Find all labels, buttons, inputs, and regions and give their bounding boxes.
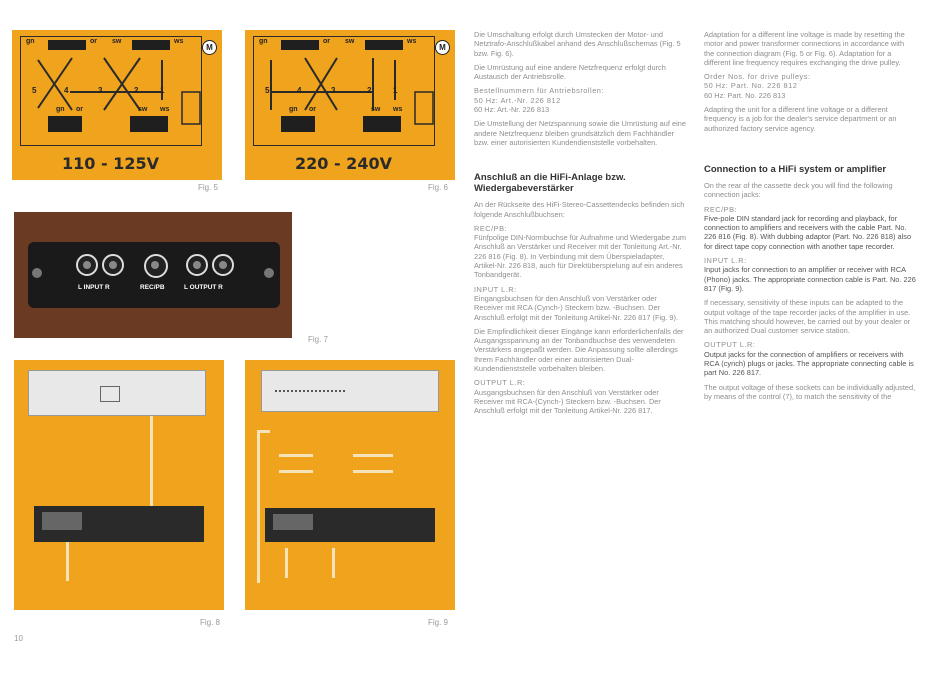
wire-label-or: or [90,38,97,45]
output-label: OUTPUT L.R: [474,378,526,388]
order-line: 60 Hz: Art.-Nr. 226 813 [474,105,550,115]
order-title: Bestellnummern für Antriebsrollen: [474,86,604,96]
paragraph: Eingangsbuchsen für den Anschluß von Verstärker oder Receiver mit RCA (Cynch-) Steckern bzw. -Buchsen. Der Anschluß erfolgt mit der Tonleitung Artikel-Nr. 226 817 (Fig. 9). [474,293,679,322]
fig9-rca-connection-photo [245,360,455,610]
wire-label-or: or [309,106,316,113]
order-line: 50 Hz: Part. No. 226 812 [704,81,798,91]
paragraph: Die Empfindlichkeit dieser Eingänge kann erforderlichenfalls der Ausgangsspannung an der Tonbandbuchse des verwendeten Verstärkers angepaßt werden. Die Anpassung sollte allerdings Ihrem Fachhändler oder einer autorisierten Dual-Kundendienststelle vorbehalten bleiben. [474,326,684,374]
voltage-label: 110 - 125V [62,154,159,173]
fig8-recpb-connection-photo [14,360,224,610]
screw-icon [32,268,42,278]
wire-label-ws: ws [174,38,184,45]
rca-plugs [285,548,335,578]
fig6-wiring-diagram [245,30,455,180]
wire-label-gn: gn [259,38,268,45]
output-jack-right [212,254,234,276]
fig5-caption: Fig. 5 [198,183,219,192]
paragraph: The output voltage of these sockets can be individually adjusted, by means of the control (7), to match the sensitivity of the [704,382,916,401]
order-title: Order Nos. for drive pulleys: [704,72,811,82]
wire-label-or: or [323,38,330,45]
terminal-3: 3 [98,86,103,95]
terminal-2: 2 [367,86,372,95]
paragraph: Adapting the unit for a different line voltage or a different frequency is a job for the dealer's service department or an authorized factory service agency. [704,105,897,133]
terminal-2: 2 [134,86,139,95]
output-jack-label: L OUTPUT R [184,284,223,291]
input-jack-right [102,254,124,276]
fig5-wiring-diagram [12,30,222,180]
recpb-label: REC/PB: [474,223,508,233]
output-jack-left [186,254,208,276]
page-number: 10 [14,634,23,643]
recpb-label: REC/PB: [704,204,738,214]
wire-label-ws: ws [393,106,403,113]
section-heading: Connection to a HiFi system or amplifier [704,163,887,175]
german-text-column [474,30,688,421]
rca-cable [353,470,393,473]
motor-symbol: M [435,40,450,55]
paragraph: Die Umstellung der Netzspannung sowie die Umrüstung auf eine andere Netzfrequenz bleiben grundsätzlich dem Fachhändler bzw. einer autorisierten Kundendienststelle vorbehalten. [474,119,686,147]
paragraph: Adaptation for a different line voltage is made by resetting the motor and power transformer connections in accordance with the connection diagram (Fig. 5 or Fig. 6). Adaptation for a different line frequency requires exchanging the drive pulley. [704,30,905,67]
order-line: 50 Hz: Art.-Nr. 226 812 [474,95,561,105]
wire-label-sw: sw [138,106,148,113]
wire-label-gn: gn [56,106,65,113]
rca-cable [279,454,313,457]
wire-label-ws: ws [407,38,417,45]
input-label: INPUT L.R: [474,284,517,294]
terminal-5: 5 [32,86,37,95]
fig7-caption: Fig. 7 [308,335,329,344]
paragraph: If necessary, sensitivity of these inputs can be adapted to the output voltage of the tape recorder jacks of the amplifier in use. This matching should however, be carried out by your dealer or an authorized Dual customer service station. [704,298,911,336]
rca-cable [257,430,270,583]
fig7-rear-panel-photo [14,212,292,338]
terminal-5: 5 [265,86,270,95]
terminal-4: 4 [297,86,302,95]
input-jack-label: L INPUT R [78,284,110,291]
paragraph: Fünfpolige DIN-Normbuchse für Aufnahme und Wiedergabe zum Anschluß an Verstärker und Receiver mit der Tonleitung Art.-Nr. 226 816 (Fig. 8). In Verbindung mit dem Überspieladapter, Artikel-Nr. 226 818, auch für Direktüberspielung auf ein anderes Tonbandgerät. [474,233,686,280]
amplifier-controls [275,390,345,400]
input-label: INPUT L.R: [704,256,747,266]
order-line: 60 Hz: Part. No. 226 813 [704,90,786,100]
cassette-window [273,514,313,530]
wire-label-sw: sw [345,38,355,45]
amplifier-display [100,386,120,402]
paragraph: On the rear of the cassette deck you will find the following connection jacks: [704,180,893,200]
paragraph: Five-pole DIN standard jack for recording and playback, for connection to amplifiers and receivers with the cable Part. No. 226 816 (Fig. 8). With dubbing adaptor (Part. No. 226 818) also for direct tape copy connection with another tape recorder. [704,213,912,251]
paragraph: Output jacks for the connection of amplifiers or receivers with RCA (cynch) plugs or jacks. The appropriate connecting cable is part No. 226 817. [704,349,914,378]
fig6-caption: Fig. 6 [428,183,449,192]
din-cable [150,416,153,516]
output-label: OUTPUT L.R: [704,340,756,350]
terminal-4: 4 [64,86,69,95]
wire-label-gn: gn [289,106,298,113]
paragraph: Ausgangsbuchsen für den Anschluß von Verstärker oder Receiver mit RCA-(Cynch-) Steckern bzw. -Buchsen. Der Anschluß erfolgt mit der Tonleitung Artikel-Nr. 226 817. [474,387,661,416]
english-text-column [704,30,916,406]
input-jack-left [76,254,98,276]
wire-label-sw: sw [371,106,381,113]
recpb-jack-label: REC/PB [140,284,165,291]
motor-symbol: M [202,40,217,55]
terminal-1: 1 [160,86,165,95]
cassette-window [42,512,82,530]
section-heading: Anschluß an die HiFi-Anlage bzw. Wiedergabeverstärker [474,172,626,195]
fig8-caption: Fig. 8 [200,618,221,627]
rca-cable [353,454,393,457]
wire-label-ws: ws [160,106,170,113]
rca-cable [279,470,313,473]
paragraph: Input jacks for connection to an amplifier or receiver with RCA (Phono) jacks. The appropriate connection cable is Part. No. 226 817 (Fig. 9). [704,265,916,293]
paragraph: Die Umrüstung auf eine andere Netzfrequenz erfolgt durch Austausch der Antriebsrolle. [474,62,666,82]
wire-label-or: or [76,106,83,113]
wire-label-sw: sw [112,38,122,45]
din-jack [144,254,168,278]
fig9-caption: Fig. 9 [428,618,449,627]
terminal-1: 1 [393,86,398,95]
paragraph: Die Umschaltung erfolgt durch Umstecken der Motor- und Netztrafo-Anschlußkabel anhand des Anschlußschemas (Fig. 5 bzw. Fig. 6). [474,30,681,58]
screw-icon [264,268,274,278]
voltage-label: 220 - 240V [295,154,392,173]
paragraph: An der Rückseite des HiFi-Stereo-Cassettendecks befinden sich folgende Anschlußbuchsen: [474,200,685,219]
terminal-3: 3 [331,86,336,95]
jack-plate [28,242,280,308]
wire-label-gn: gn [26,38,35,45]
